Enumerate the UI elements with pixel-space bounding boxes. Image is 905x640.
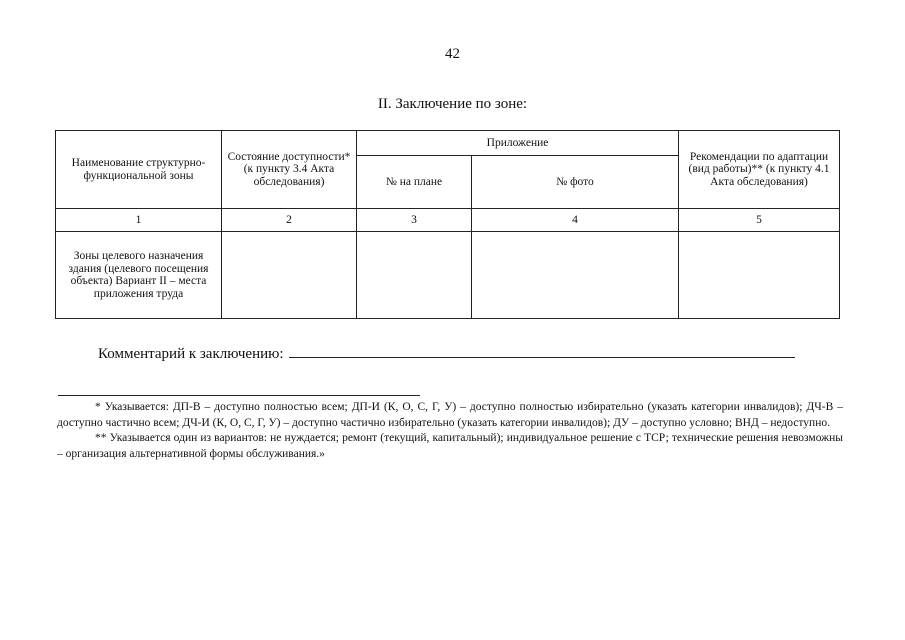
- header-zone-name: Наименование структурно-функциональной зоны: [56, 131, 222, 209]
- footnote-accessibility-codes: * Указывается: ДП-В – доступно полностью всем; ДП-И (К, О, С, Г, У) – доступно полностью избирательно (указать категории инвалидов); ДЧ-В – доступно частично всем; ДЧ-И (К, О, С, Г, У) – доступно частично избирательно (указать категории инвалидов); ДУ – доступно условно; ВНД – недоступно.: [57, 401, 843, 429]
- footnotes: [57, 400, 843, 462]
- section-title: II. Заключение по зоне:: [377, 96, 528, 112]
- comment-blank-line: [289, 343, 795, 358]
- cell-recommendations: [679, 232, 840, 319]
- column-number: 5: [679, 209, 840, 232]
- header-appendix: Приложение: [357, 131, 679, 156]
- table-header-row: [56, 131, 840, 156]
- column-number: 4: [472, 209, 679, 232]
- header-plan-number: № на плане: [357, 156, 472, 209]
- header-photo-number: № фото: [472, 156, 679, 209]
- column-number: 3: [357, 209, 472, 232]
- zone-conclusion-table: [55, 130, 840, 319]
- column-number: 2: [222, 209, 357, 232]
- cell-accessibility-state: [222, 232, 357, 319]
- cell-photo-number: [472, 232, 679, 319]
- page-number: 42: [445, 46, 460, 62]
- header-accessibility-state: Состояние доступности* (к пункту 3.4 Акта обследования): [222, 131, 357, 209]
- comment-label: Комментарий к заключению:: [98, 346, 284, 362]
- column-number-row: [56, 209, 840, 232]
- table-row: [56, 232, 840, 319]
- column-number: 1: [56, 209, 222, 232]
- cell-plan-number: [357, 232, 472, 319]
- header-recommendations: Рекомендации по адаптации (вид работы)** (к пункту 4.1 Акта обследования): [679, 131, 840, 209]
- footnote-divider: [58, 395, 420, 396]
- comment-line: [98, 343, 795, 363]
- footnote-work-types: ** Указывается один из вариантов: не нуждается; ремонт (текущий, капитальный); индивидуальное решение с ТСР; технические решения невозможны – организация альтернативной формы обслуживания.»: [57, 432, 843, 460]
- cell-zone-name: Зоны целевого назначения здания (целевого посещения объекта) Вариант II – места приложения труда: [56, 232, 222, 319]
